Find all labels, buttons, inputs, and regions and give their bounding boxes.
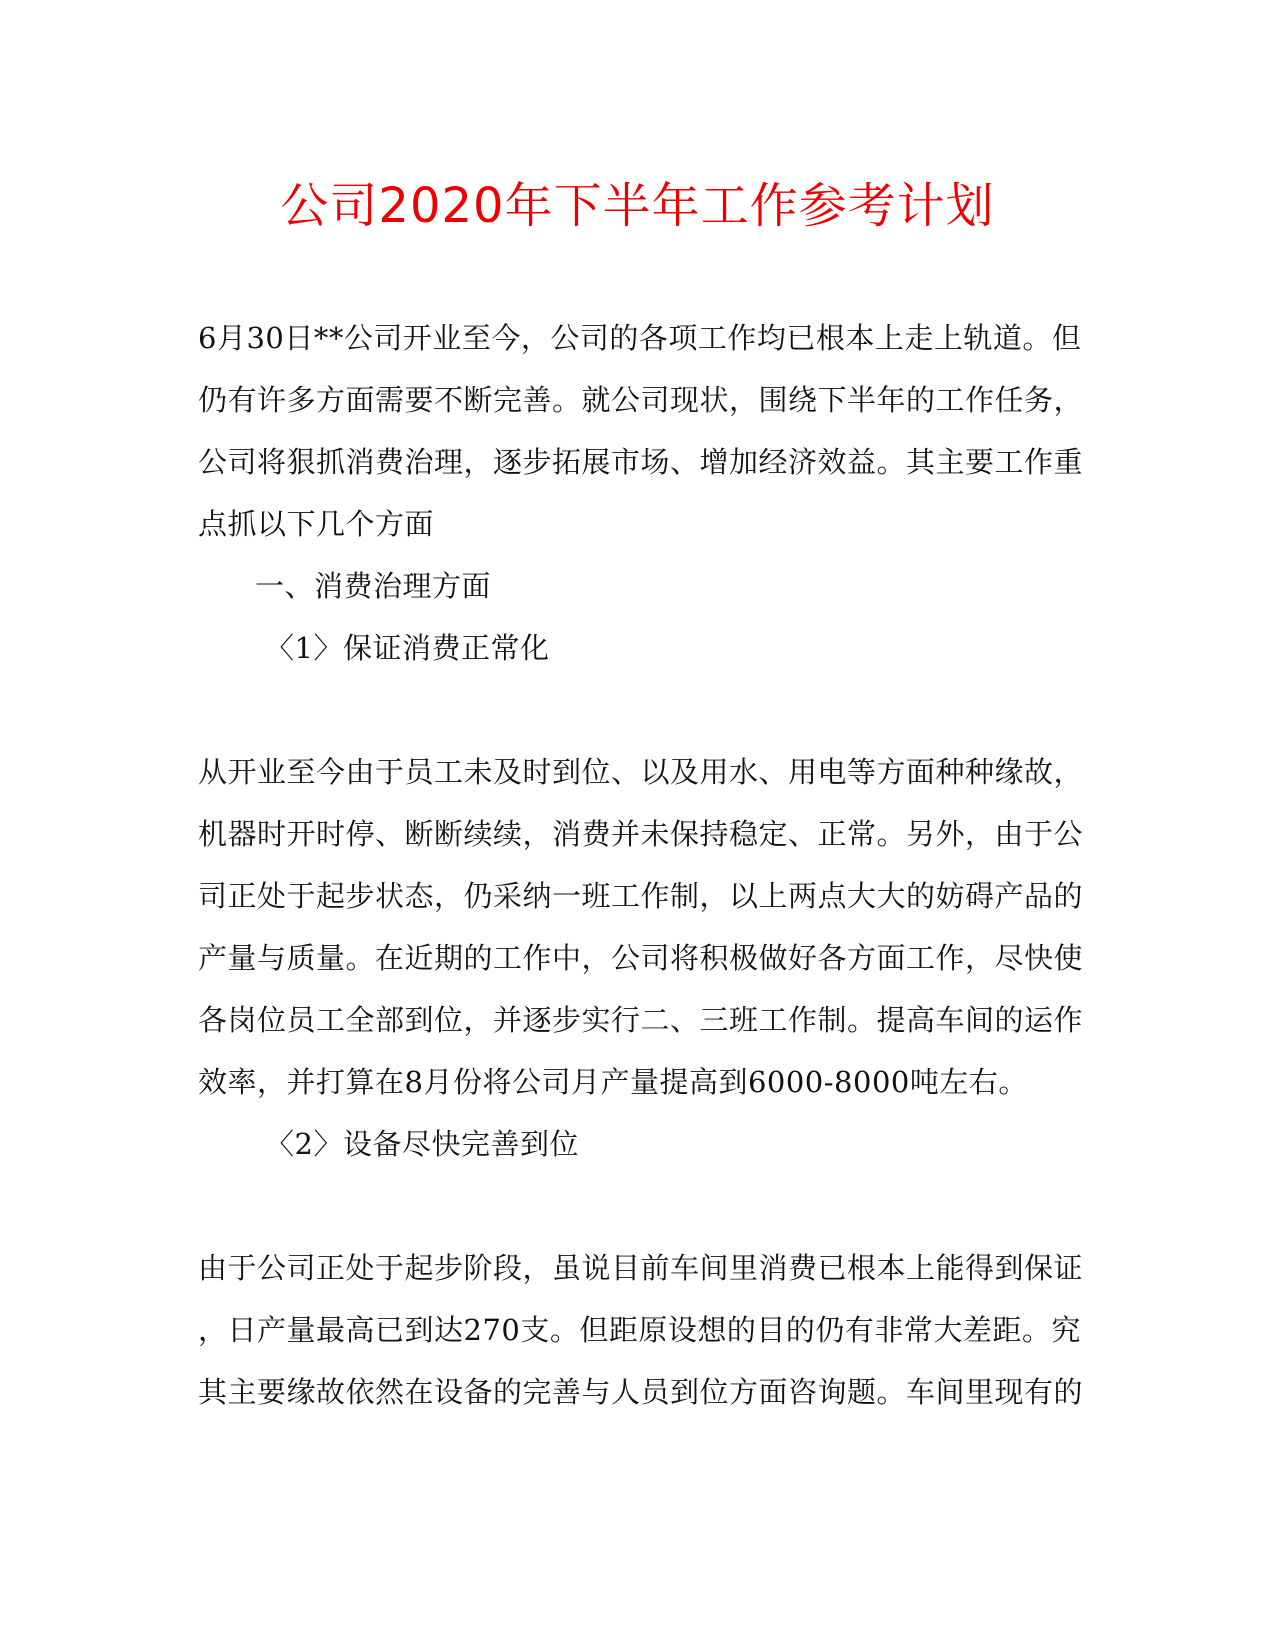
subheading-2: 〈2〉设备尽快完善到位 — [265, 1127, 579, 1161]
paragraph-2-line-5: 各岗位员工全部到位，并逐步实行二、三班工作制。提高车间的运作 — [198, 1003, 1084, 1037]
paragraph-1-line-2: 仍有许多方面需要不断完善。就公司现状，围绕下半年的工作任务， — [198, 383, 1084, 417]
paragraph-3-line-1: 由于公司正处于起步阶段，虽说目前车间里消费已根本上能得到保证 — [198, 1251, 1084, 1285]
subheading-1: 〈1〉保证消费正常化 — [265, 631, 550, 665]
document-title: 公司2020年下半年工作参考计划 — [280, 178, 995, 234]
paragraph-2-line-1: 从开业至今由于员工未及时到位、以及用水、用电等方面种种缘故， — [198, 755, 1084, 789]
paragraph-2-line-2: 机器时开时停、断断续续，消费并未保持稳定、正常。另外，由于公 — [198, 817, 1084, 851]
paragraph-3-line-3: 其主要缘故依然在设备的完善与人员到位方面咨询题。车间里现有的 — [198, 1375, 1084, 1409]
section-heading-1: 一、消费治理方面 — [255, 569, 492, 603]
paragraph-1-line-1: 6月30日**公司开业至今，公司的各项工作均已根本上走上轨道。但 — [198, 321, 1082, 355]
paragraph-1-line-3: 公司将狠抓消费治理，逐步拓展市场、增加经济效益。其主要工作重 — [198, 445, 1084, 479]
paragraph-2-line-3: 司正处于起步状态，仍采纳一班工作制，以上两点大大的妨碍产品的 — [198, 879, 1084, 913]
paragraph-2-line-6: 效率，并打算在8月份将公司月产量提高到6000-8000吨左右。 — [198, 1065, 1028, 1099]
paragraph-3-line-2: ，日产量最高已到达270支。但距原设想的目的仍有非常大差距。究 — [198, 1313, 1081, 1347]
paragraph-1-line-4: 点抓以下几个方面 — [198, 507, 435, 541]
paragraph-2-line-4: 产量与质量。在近期的工作中，公司将积极做好各方面工作，尽快使 — [198, 941, 1084, 975]
